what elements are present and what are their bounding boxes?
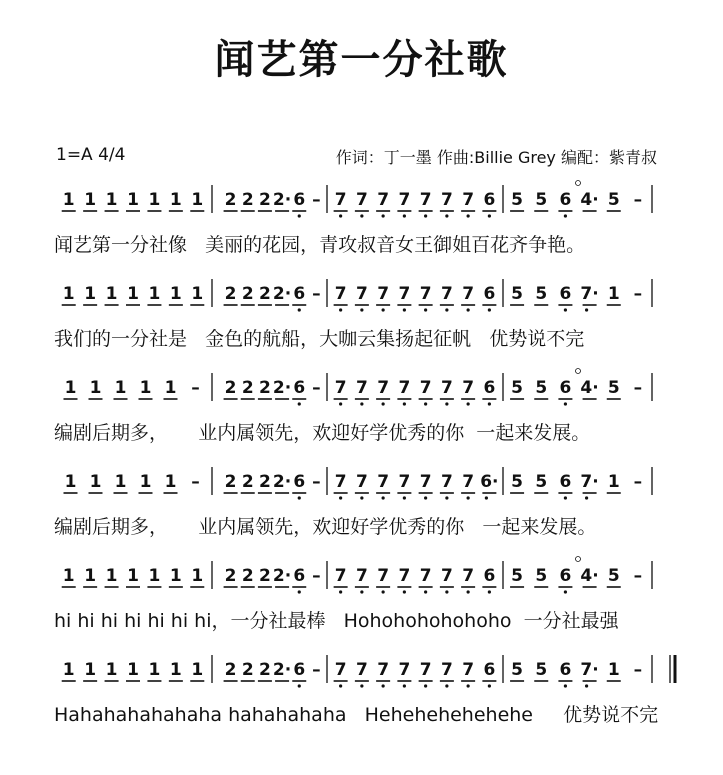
- note: 1: [84, 660, 97, 680]
- note: 2: [241, 378, 254, 398]
- note: 1: [84, 566, 97, 586]
- note: 6: [483, 660, 496, 680]
- note: 5: [535, 472, 548, 492]
- note: 1: [139, 378, 152, 398]
- octave-dot: [485, 496, 488, 499]
- octave-dot: [488, 590, 491, 593]
- note: 7: [440, 566, 453, 586]
- note: 7: [355, 472, 368, 492]
- octave-dot: [339, 684, 342, 687]
- lyric-line-5: hi hi hi hi hi hi hi，一分社最棒 Hohohohohohoho 一分社最强: [54, 610, 619, 632]
- staff-line-4: [64, 467, 653, 500]
- note: 1: [64, 472, 77, 492]
- octave-dot: [382, 590, 385, 593]
- octave-dot: [488, 402, 491, 405]
- note: 1: [169, 190, 182, 210]
- note: 7: [462, 284, 475, 304]
- octave-dot: [339, 496, 342, 499]
- note: 7: [440, 190, 453, 210]
- note: 2: [224, 378, 237, 398]
- note: 1: [164, 378, 177, 398]
- note: 2: [258, 472, 271, 492]
- note: 1: [89, 378, 102, 398]
- octave-dot: [298, 496, 301, 499]
- note: 1: [127, 190, 139, 210]
- octave-dot: [298, 214, 301, 217]
- sustain-dash: –: [191, 472, 200, 492]
- octave-dot: [339, 308, 342, 311]
- note: 1: [62, 566, 75, 586]
- octave-dot: [488, 214, 491, 217]
- note: 6: [559, 660, 572, 680]
- note: 7: [440, 472, 453, 492]
- octave-dot: [403, 684, 406, 687]
- note: 6: [559, 566, 572, 586]
- note: 6·: [480, 472, 499, 492]
- octave-dot: [467, 684, 470, 687]
- staff-line-6: [62, 655, 675, 688]
- note: 6: [559, 378, 572, 398]
- octave-dot: [585, 684, 588, 687]
- note: 7: [419, 660, 432, 680]
- note: 7: [398, 284, 411, 304]
- octave-dot: [298, 684, 301, 687]
- note: 1: [148, 190, 161, 210]
- note: 5: [535, 566, 548, 586]
- octave-dot: [564, 214, 567, 217]
- octave-dot: [445, 684, 448, 687]
- note: 7: [334, 472, 347, 492]
- note: 2: [241, 472, 254, 492]
- note: 1: [105, 566, 118, 586]
- octave-dot: [564, 496, 567, 499]
- note: 2·: [272, 190, 292, 210]
- note: 7: [355, 190, 368, 210]
- octave-dot: [564, 402, 567, 405]
- note: 5: [511, 566, 524, 586]
- octave-dot: [564, 590, 567, 593]
- note: 7: [419, 378, 432, 398]
- note: 7: [377, 378, 390, 398]
- staff-line-3: [64, 369, 653, 406]
- octave-dot: [445, 590, 448, 593]
- lyric-line-3: 编剧后期多， 业内属领先，欢迎好学优秀的你 一起来发展。: [54, 422, 591, 444]
- note: 2: [241, 566, 254, 586]
- octave-dot: [424, 684, 427, 687]
- note: 7·: [580, 472, 599, 492]
- octave-dot: [360, 214, 363, 217]
- note: 7: [334, 190, 347, 210]
- note: 1: [127, 284, 139, 304]
- note: 7: [377, 472, 390, 492]
- note: 5: [535, 284, 548, 304]
- note: 6: [483, 284, 496, 304]
- note: 5: [511, 472, 524, 492]
- note: 1: [127, 660, 139, 680]
- note: 1: [114, 378, 127, 398]
- note: 2·: [272, 660, 292, 680]
- octave-dot: [403, 214, 406, 217]
- octave-dot: [382, 308, 385, 311]
- ornament-mark: [576, 181, 581, 186]
- note: 7: [355, 378, 368, 398]
- note: 1: [169, 566, 182, 586]
- note: 1: [105, 660, 118, 680]
- note: 7: [377, 284, 390, 304]
- note: 2: [224, 566, 237, 586]
- note: 6: [559, 284, 572, 304]
- note: 7: [462, 472, 475, 492]
- sustain-dash: –: [633, 472, 643, 492]
- octave-dot: [360, 496, 363, 499]
- note: 4·: [580, 566, 599, 586]
- note: 1: [62, 284, 75, 304]
- note: 7: [462, 378, 475, 398]
- note: 1: [169, 660, 182, 680]
- sustain-dash: –: [633, 566, 643, 586]
- octave-dot: [382, 684, 385, 687]
- note: 2: [258, 284, 271, 304]
- note: 7: [355, 566, 368, 586]
- octave-dot: [339, 214, 342, 217]
- lyric-line-4: 编剧后期多， 业内属领先，欢迎好学优秀的你 一起来发展。: [54, 516, 597, 538]
- note: 5: [511, 284, 524, 304]
- note: 2: [258, 566, 271, 586]
- note: 1: [148, 284, 161, 304]
- note: 4·: [580, 378, 599, 398]
- note: 6: [293, 378, 306, 398]
- sustain-dash: –: [633, 378, 643, 398]
- octave-dot: [564, 308, 567, 311]
- note: 1: [148, 660, 161, 680]
- staff-line-5: [62, 557, 652, 594]
- staff-line-2: [62, 279, 652, 312]
- note: 2: [258, 660, 271, 680]
- note: 2: [224, 660, 237, 680]
- octave-dot: [360, 308, 363, 311]
- octave-dot: [424, 214, 427, 217]
- octave-dot: [360, 402, 363, 405]
- octave-dot: [424, 308, 427, 311]
- octave-dot: [339, 590, 342, 593]
- octave-dot: [403, 308, 406, 311]
- octave-dot: [360, 590, 363, 593]
- octave-dot: [564, 684, 567, 687]
- octave-dot: [445, 308, 448, 311]
- octave-dot: [585, 308, 588, 311]
- note: 5: [511, 190, 524, 210]
- note: 1: [62, 190, 75, 210]
- sustain-dash: –: [312, 660, 321, 680]
- note: 7·: [580, 284, 599, 304]
- ornament-mark: [576, 557, 581, 562]
- note: 7: [419, 472, 432, 492]
- note: 5: [535, 190, 548, 210]
- octave-dot: [403, 496, 406, 499]
- note: 7: [419, 190, 432, 210]
- note: 5: [511, 660, 524, 680]
- note: 5: [535, 378, 548, 398]
- note: 7: [398, 472, 411, 492]
- octave-dot: [488, 308, 491, 311]
- note: 1: [105, 284, 118, 304]
- note: 1: [191, 566, 204, 586]
- sustain-dash: –: [312, 190, 321, 210]
- note: 5: [535, 660, 548, 680]
- note: 1: [164, 472, 177, 492]
- octave-dot: [298, 308, 301, 311]
- note: 7: [440, 660, 453, 680]
- note: 4·: [580, 190, 599, 210]
- note: 1: [62, 660, 75, 680]
- note: 7: [440, 284, 453, 304]
- song-title: 闻艺第一分社歌: [214, 37, 509, 83]
- note: 1: [84, 190, 97, 210]
- octave-dot: [585, 496, 588, 499]
- note: 7: [462, 566, 475, 586]
- note: 2: [224, 284, 237, 304]
- note: 7: [334, 566, 347, 586]
- octave-dot: [360, 684, 363, 687]
- note: 1: [127, 566, 139, 586]
- note: 7: [355, 660, 368, 680]
- note: 6: [293, 566, 306, 586]
- lyric-line-6: Hahahahahahaha hahahahaha Hehehehehehehe 优势说不完: [54, 704, 659, 726]
- note: 7: [398, 378, 411, 398]
- note: 7: [334, 378, 347, 398]
- note: 1: [191, 190, 204, 210]
- note: 1: [607, 660, 620, 680]
- note: 2: [241, 190, 254, 210]
- ornament-mark: [576, 369, 581, 374]
- note: 1: [191, 284, 204, 304]
- sustain-dash: –: [312, 566, 321, 586]
- note: 7: [377, 566, 390, 586]
- note: 2: [241, 660, 254, 680]
- note: 6: [293, 284, 306, 304]
- note: 7: [462, 190, 475, 210]
- note: 2·: [272, 378, 292, 398]
- octave-dot: [424, 496, 427, 499]
- credits: 作词：丁一墨 作曲:Billie Grey 编配：紫青叔: [335, 148, 657, 167]
- note: 1: [89, 472, 102, 492]
- note: 7: [398, 660, 411, 680]
- note: 6: [483, 566, 496, 586]
- octave-dot: [445, 496, 448, 499]
- note: 2·: [272, 566, 292, 586]
- note: 7: [419, 566, 432, 586]
- note: 1: [139, 472, 152, 492]
- octave-dot: [382, 402, 385, 405]
- octave-dot: [382, 496, 385, 499]
- octave-dot: [298, 590, 301, 593]
- note: 7: [355, 284, 368, 304]
- note: 6: [483, 190, 496, 210]
- sustain-dash: –: [312, 284, 321, 304]
- octave-dot: [424, 590, 427, 593]
- note: 7: [398, 566, 411, 586]
- octave-dot: [467, 214, 470, 217]
- note: 5: [511, 378, 524, 398]
- note: 6: [293, 190, 306, 210]
- note: 1: [105, 190, 118, 210]
- lyric-line-2: 我们的一分社是 金色的航船，大咖云集扬起征帆 优势说不完: [54, 328, 585, 350]
- octave-dot: [424, 402, 427, 405]
- note: 7: [334, 284, 347, 304]
- note: 2: [258, 378, 271, 398]
- lyric-line-1: 闻艺第一分社像 美丽的花园，青攻叔音女王御姐百花齐争艳。: [54, 234, 586, 256]
- note: 1: [114, 472, 127, 492]
- note: 2: [258, 190, 271, 210]
- note: 6: [559, 472, 572, 492]
- note: 1: [607, 472, 620, 492]
- note: 7: [377, 660, 390, 680]
- note: 1: [169, 284, 182, 304]
- note: 2·: [272, 472, 292, 492]
- sustain-dash: –: [312, 472, 321, 492]
- staff-line-1: [62, 181, 652, 218]
- note: 7: [440, 378, 453, 398]
- octave-dot: [298, 402, 301, 405]
- note: 1: [148, 566, 161, 586]
- note: 2: [224, 472, 237, 492]
- note: 6: [483, 378, 496, 398]
- octave-dot: [467, 308, 470, 311]
- octave-dot: [403, 402, 406, 405]
- note: 2·: [272, 284, 292, 304]
- sustain-dash: –: [191, 378, 200, 398]
- sustain-dash: –: [312, 378, 321, 398]
- note: 6: [559, 190, 572, 210]
- note: 5: [607, 190, 620, 210]
- octave-dot: [382, 214, 385, 217]
- note: 7: [419, 284, 432, 304]
- octave-dot: [467, 590, 470, 593]
- note: 7: [334, 660, 347, 680]
- note: 6: [293, 660, 306, 680]
- note: 5: [607, 566, 620, 586]
- note: 7: [398, 190, 411, 210]
- octave-dot: [403, 590, 406, 593]
- sustain-dash: –: [633, 660, 643, 680]
- note: 1: [607, 284, 620, 304]
- octave-dot: [445, 214, 448, 217]
- note: 1: [64, 378, 77, 398]
- octave-dot: [467, 402, 470, 405]
- octave-dot: [445, 402, 448, 405]
- octave-dot: [339, 402, 342, 405]
- note: 7: [462, 660, 475, 680]
- sustain-dash: –: [633, 190, 643, 210]
- sustain-dash: –: [633, 284, 643, 304]
- note: 7·: [580, 660, 599, 680]
- note: 2: [224, 190, 237, 210]
- note: 1: [84, 284, 97, 304]
- octave-dot: [488, 684, 491, 687]
- key-signature: 1=A 4/4: [56, 145, 126, 165]
- note: 1: [191, 660, 204, 680]
- note: 5: [607, 378, 620, 398]
- note: 6: [293, 472, 306, 492]
- octave-dot: [467, 496, 470, 499]
- note: 7: [377, 190, 390, 210]
- note: 2: [241, 284, 254, 304]
